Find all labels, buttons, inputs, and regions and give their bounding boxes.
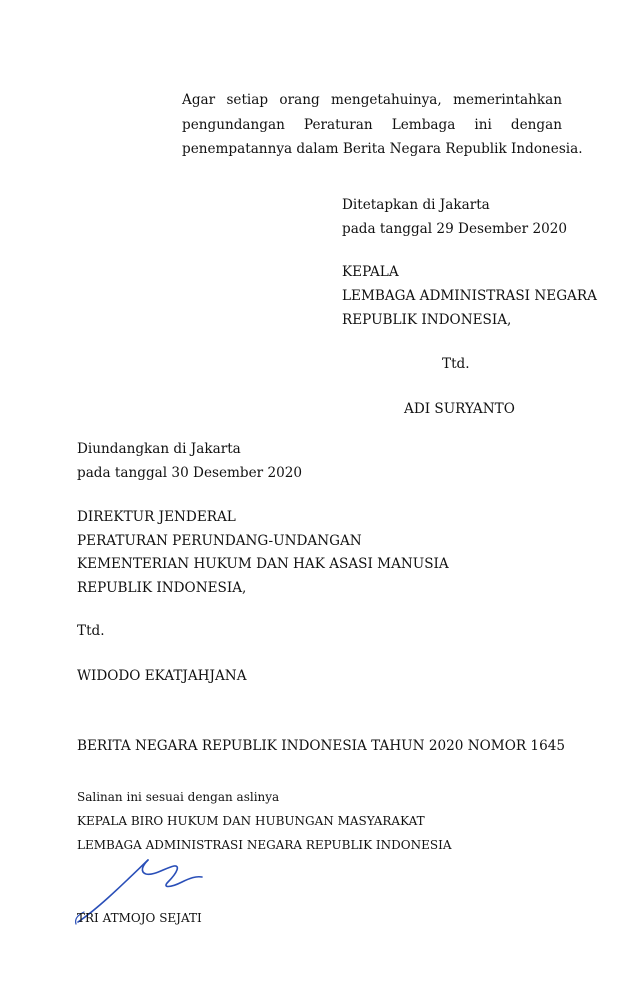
enactment-signed: Ttd. <box>442 356 470 372</box>
promulgation-signed: Ttd. <box>77 623 105 639</box>
preamble-word: Lembaga <box>391 117 456 133</box>
enactment-place: Ditetapkan di Jakarta <box>342 197 490 213</box>
preamble-word: memerintahkan <box>453 92 562 108</box>
preamble-word: Agar <box>182 92 216 108</box>
preamble-line-2 <box>182 117 562 133</box>
promulgation-title-line: REPUBLIK INDONESIA, <box>77 580 247 596</box>
promulgation-name: WIDODO EKATJAHJANA <box>77 668 247 684</box>
enactment-title-line: LEMBAGA ADMINISTRASI NEGARA <box>342 288 597 304</box>
certification-line: LEMBAGA ADMINISTRASI NEGARA REPUBLIK INDONESIA <box>77 838 452 852</box>
enactment-date: pada tanggal 29 Desember 2020 <box>342 221 568 237</box>
promulgation-title-line: KEMENTERIAN HUKUM DAN HAK ASASI MANUSIA <box>77 556 449 572</box>
preamble-word: pengundangan <box>182 117 285 133</box>
preamble-line-3: penempatannya dalam Berita Negara Republik Indonesia. <box>182 141 583 157</box>
enactment-name: ADI SURYANTO <box>404 401 515 417</box>
preamble-line-1 <box>182 92 562 108</box>
gazette-reference: BERITA NEGARA REPUBLIK INDONESIA TAHUN 2020 NOMOR 1645 <box>77 738 566 754</box>
preamble-word: dengan <box>510 117 562 133</box>
preamble-word: ini <box>474 117 492 133</box>
certification-name: TRI ATMOJO SEJATI <box>77 911 202 925</box>
promulgation-place: Diundangkan di Jakarta <box>77 441 241 457</box>
promulgation-date: pada tanggal 30 Desember 2020 <box>77 465 303 481</box>
certification-line: KEPALA BIRO HUKUM DAN HUBUNGAN MASYARAKAT <box>77 814 425 828</box>
preamble-word: mengetahuinya, <box>331 92 442 108</box>
enactment-title-line: REPUBLIK INDONESIA, <box>342 312 512 328</box>
certification-line: Salinan ini sesuai dengan aslinya <box>77 790 280 804</box>
promulgation-title-line: PERATURAN PERUNDANG-UNDANGAN <box>77 533 362 549</box>
promulgation-title-line: DIREKTUR JENDERAL <box>77 509 236 525</box>
preamble-word: orang <box>279 92 320 108</box>
preamble-word: setiap <box>226 92 269 108</box>
enactment-title-line: KEPALA <box>342 264 399 280</box>
preamble-word: Peraturan <box>303 117 373 133</box>
signature-stroke <box>142 860 202 887</box>
